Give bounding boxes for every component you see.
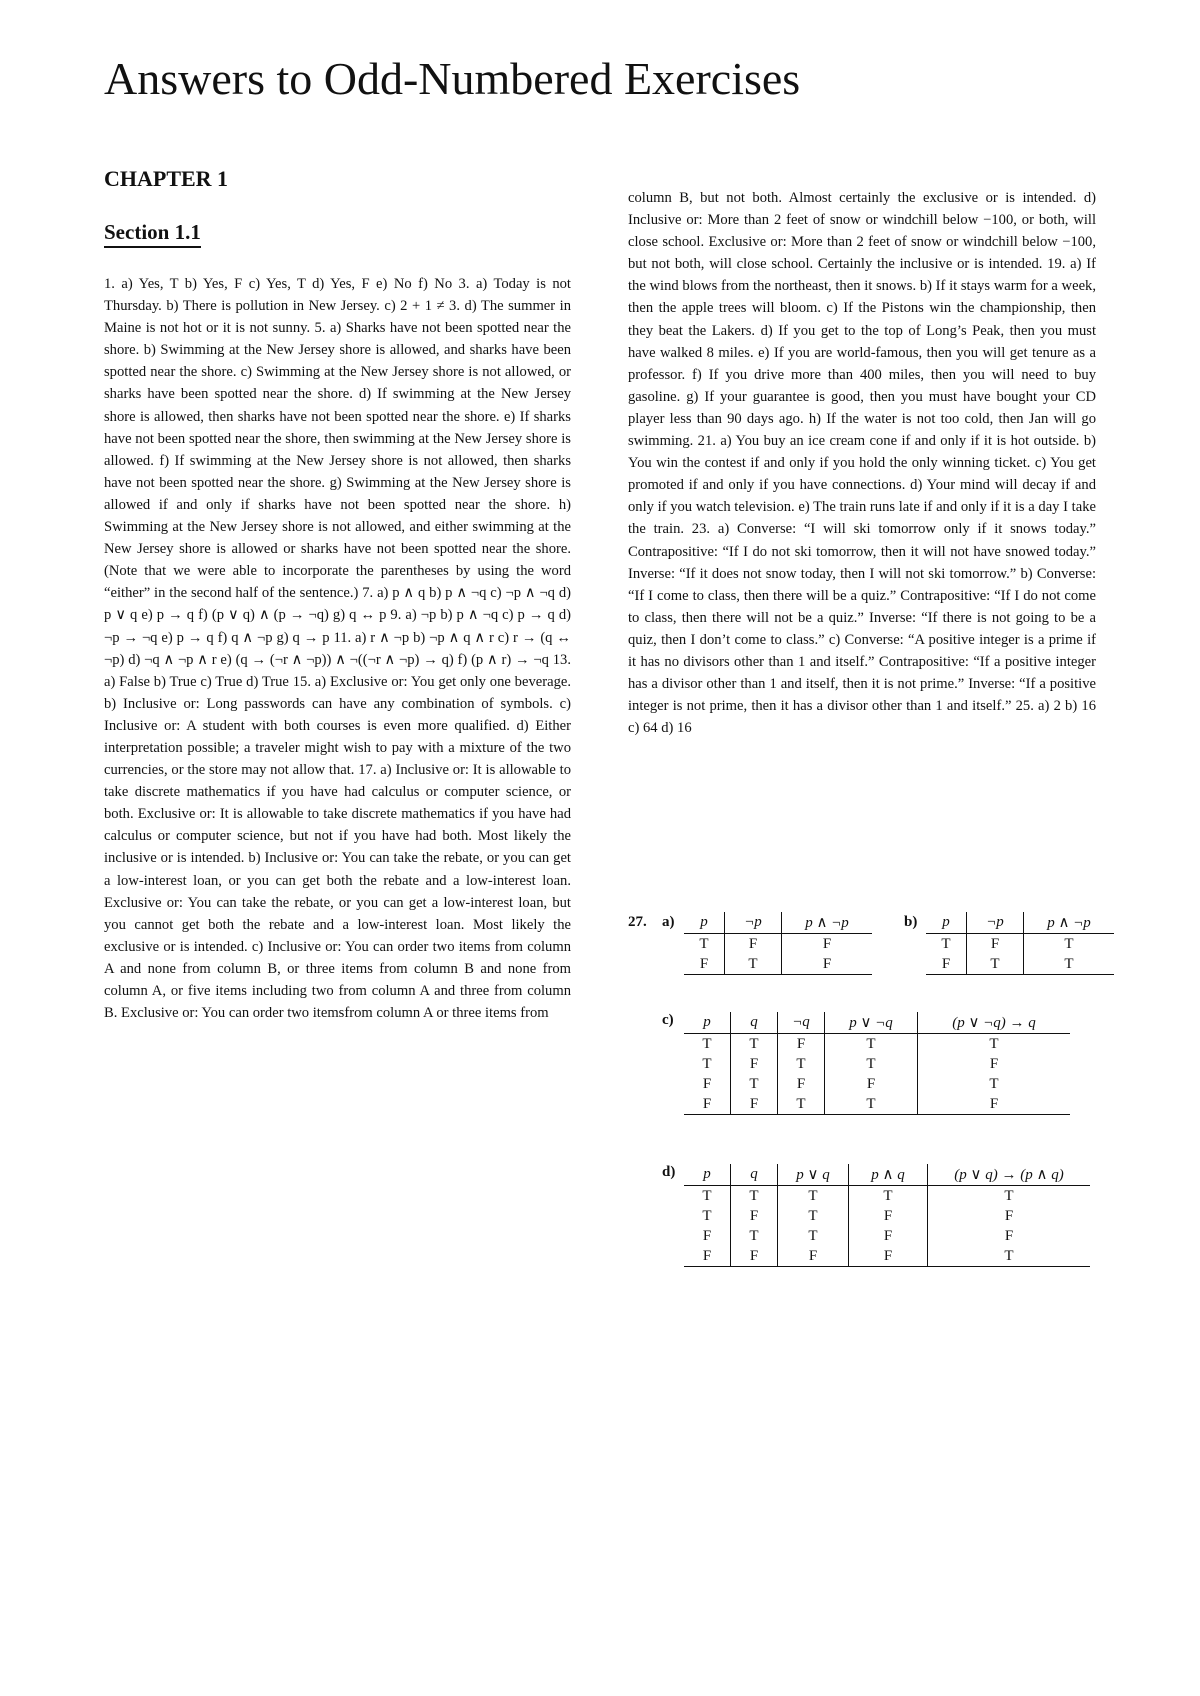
table-d-cell: T [731, 1226, 778, 1246]
table-d-cell: F [849, 1226, 928, 1246]
table-c-cell: T [778, 1094, 825, 1115]
table-d-cell: F [731, 1206, 778, 1226]
table-d-cell: F [849, 1246, 928, 1267]
table-d-cell: T [778, 1186, 849, 1207]
truth-table-c [684, 1012, 1070, 1115]
table-b-cell: T [967, 954, 1024, 975]
table-d-label: d) [662, 1164, 676, 1180]
table-d-row [684, 1186, 1090, 1207]
table-c-cell: F [731, 1094, 778, 1115]
table-a-cell: F [782, 934, 873, 955]
table-a-cell: F [684, 954, 725, 975]
table-d-cell: F [778, 1246, 849, 1267]
table-a-cell: T [725, 954, 782, 975]
table-d-row [684, 1206, 1090, 1226]
table-c-row [684, 1054, 1070, 1074]
table-a-header-cell: p ∧ ¬p [782, 912, 873, 934]
right-column-answers: column B, but not both. Almost certainly the exclusive or is intended. d) Inclusive or: More than 2 feet of snow or windchill below −100, or both, will close school. Exclusive or: More than 2 feet of snow or windchill below −100, but not both, will close school. Certainly the inclusive or is intended. 19. a) If the wind blows from the northeast, then it snows. b) If it stays warm for a week, then the apple trees will bloom. c) If the Pistons win the championship, then they beat the Lakers. d) If you get to the top of Long’s Peak, then you must have walked 8 miles. e) If you are world-famous, then you will get tenure as a professor. f) If you drive more than 400 miles, then you will need to buy gasoline. g) If your guarantee is good, then you must have bought your CD player less than 90 days ago. h) If the water is not too cold, then Jan will go swimming. 21. a) You buy an ice cream cone if and only if it is hot outside. b) You win the contest if and only if you hold the only winning ticket. c) You get promoted if and only if you have connections. d) Your mind will decay if and only if you watch television. e) The train runs late if and only if it is a day I take the train. 23. a) Converse: “I will ski tomorrow only if it snows today.” Contrapositive: “If I do not ski tomorrow, then it will not have snowed today.” Inverse: “If it does not snow today, then I will not ski tomorrow.” b) Converse: “If I come to class, then there will be a quiz.” Contrapositive: “If I do not come to class, then there will not be a quiz.” Inverse: “If there is not going to be a quiz, then I don’t come to class.” c) Converse: “A positive integer is a prime if it has no divisors other than 1 and itself.” Contrapositive: “If a positive integer has a divisor other than 1 and itself, then it is not prime.” Inverse: “If a positive integer is not prime, then it has a divisor other than 1 and itself.” 25. a) 2 b) 16 c) 64 d) 16 [628, 190, 1096, 737]
table-c-row [684, 1074, 1070, 1094]
table-b-header-cell: p ∧ ¬p [1024, 912, 1115, 934]
chapter-heading: CHAPTER 1 [104, 166, 229, 191]
truth-table-a [684, 912, 872, 975]
table-d-cell: F [928, 1226, 1091, 1246]
table-b-cell: T [1024, 934, 1115, 955]
section-heading: Section 1.1 [104, 220, 201, 248]
exercise-27-number: 27. [628, 914, 647, 930]
table-d-row [684, 1246, 1090, 1267]
truth-table-b [926, 912, 1114, 975]
truth-table-d [684, 1164, 1090, 1267]
table-a-header-cell: p [684, 912, 725, 934]
table-d-cell: F [928, 1206, 1091, 1226]
table-b-row [926, 934, 1114, 955]
table-c-cell: T [731, 1074, 778, 1094]
table-c-header-cell: p [684, 1012, 731, 1034]
table-d-cell: T [731, 1186, 778, 1207]
table-b-cell: F [926, 954, 967, 975]
table-c-cell: F [918, 1094, 1071, 1115]
table-d-cell: F [731, 1246, 778, 1267]
table-c-cell: T [702, 1056, 712, 1072]
table-d-header-cell: (p ∨ q) → (p ∧ q) [928, 1164, 1091, 1186]
table-d-cell: T [849, 1186, 928, 1207]
table-a-row [684, 934, 872, 955]
table-d-header-row [684, 1164, 1090, 1186]
table-a-cell: T [699, 936, 709, 952]
table-b-row [926, 954, 1114, 975]
table-c-cell: T [825, 1034, 918, 1055]
table-c-cell: T [825, 1094, 918, 1115]
table-c-cell: T [918, 1034, 1071, 1055]
table-a-label: a) [662, 914, 675, 930]
table-a-header-cell: ¬p [725, 912, 782, 934]
table-d-cell: F [702, 1228, 712, 1244]
table-d-cell: T [702, 1188, 712, 1204]
table-d-cell: F [849, 1206, 928, 1226]
table-c-cell: T [702, 1036, 712, 1052]
table-c-header-cell: q [731, 1012, 778, 1034]
table-c-cell: F [702, 1076, 712, 1092]
table-b-label: b) [904, 914, 918, 930]
table-c-cell: T [825, 1054, 918, 1074]
table-d-cell: T [778, 1206, 849, 1226]
table-c-cell: T [918, 1074, 1071, 1094]
table-a-row [684, 954, 872, 975]
table-b-cell: F [967, 934, 1024, 955]
table-d-header-cell: p ∧ q [849, 1164, 928, 1186]
table-b-header-row [926, 912, 1114, 934]
table-b-header-cell: ¬p [967, 912, 1024, 934]
table-d-cell: F [684, 1246, 731, 1267]
table-d-cell: T [928, 1186, 1091, 1207]
table-a-cell: F [782, 954, 873, 975]
table-c-header-cell: (p ∨ ¬q) → q [918, 1012, 1071, 1034]
table-b-cell: T [941, 936, 951, 952]
left-column-answers: 1. a) Yes, T b) Yes, F c) Yes, T d) Yes, F e) No f) No 3. a) Today is not Thursday. b) There is pollution in New Jersey. c) 2 + 1 ≠ 3. d) The summer in Maine is not hot or it is not sunny. 5. a) Sharks have not been spotted near the shore. b) Swimming at the New Jersey shore is allowed, and sharks have been spotted near the shore. c) Swimming at the New Jersey shore is not allowed, or sharks have been spotted near the shore. d) If swimming at the New Jersey shore is allowed, then sharks have not been spotted near the shore. e) If sharks have not been spotted near the shore, then swimming at the New Jersey shore is allowed. f) If swimming at the New Jersey shore is not allowed, then sharks have not been spotted near the shore. g) Swimming at the New Jersey shore is allowed if and only if sharks have not been spotted near the shore. h) Swimming at the New Jersey shore is not allowed, and either swimming at the New Jersey shore is allowed or sharks have not been spotted near the shore. (Note that we were able to incorporate the parentheses by using the word “either” in the second half of the sentence.) 7. a) p ∧ q b) p ∧ ¬q c) ¬p ∧ ¬q d) p ∨ q e) p → q f) (p ∨ q) ∧ (p → ¬q) g) q ↔ p 9. a) ¬p b) p ∧ ¬q c) p → q d) ¬p → ¬q e) p → q f) q ∧ ¬p g) q → p 11. a) r ∧ ¬p b) ¬p ∧ q ∧ r c) r → (q ↔ ¬p) d) ¬q ∧ ¬p ∧ r e) (q → (¬r ∧ ¬p)) ∧ ¬((¬r ∧ ¬p) → q) f) (p ∧ r) → ¬q 13. a) False b) True c) True d) True 15. a) Exclusive or: You get only one beverage. b) Inclusive or: Long passwords can have any combination of symbols. c) Inclusive or: A student with both courses is even more qualified. d) Either interpretation possible; a traveler might wish to pay with a mixture of the two currencies, or the store may not allow that. 17. a) Inclusive or: It is allowable to take discrete mathematics if you have had calculus or computer science, or both. Exclusive or: It is allowable to take discrete mathematics if you have had calculus or computer science, but not if you have had both. Most likely the inclusive or is intended. b) Inclusive or: You can take the rebate, or you can get a low-interest loan, or you can get both the rebate and a low-interest loan. Exclusive or: You can take the rebate, or you can get a low-interest loan, but you cannot get both the rebate and a low-interest loan. Most likely the exclusive or is intended. c) Inclusive or: You can order two items from column A and none from column B, or three items from column B and none from column A, or five items including two from column A and three from column B. Exclusive or: You can order two itemsfrom column A or three items from [104, 276, 571, 1022]
table-c-header-cell: ¬q [778, 1012, 825, 1034]
table-c-header-cell: p ∨ ¬q [825, 1012, 918, 1034]
table-d-row [684, 1226, 1090, 1246]
table-c-cell: F [778, 1074, 825, 1094]
table-c-header-row [684, 1012, 1070, 1034]
page-title: Answers to Odd-Numbered Exercises [104, 53, 801, 104]
table-d-header-cell: q [731, 1164, 778, 1186]
table-c-cell: F [778, 1034, 825, 1055]
table-b-header-cell: p [926, 912, 967, 934]
table-d-cell: T [928, 1246, 1091, 1267]
table-c-cell: T [778, 1054, 825, 1074]
table-a-header-row [684, 912, 872, 934]
table-c-cell: F [918, 1054, 1071, 1074]
table-d-cell: T [778, 1226, 849, 1246]
table-b-cell: T [1024, 954, 1115, 975]
table-d-header-cell: p [684, 1164, 731, 1186]
table-c-row [684, 1094, 1070, 1115]
table-c-row [684, 1034, 1070, 1055]
table-c-cell: F [825, 1074, 918, 1094]
table-a-cell: F [725, 934, 782, 955]
table-d-header-cell: p ∨ q [778, 1164, 849, 1186]
table-c-label: c) [662, 1012, 674, 1028]
table-d-cell: T [702, 1208, 712, 1224]
table-c-cell: T [731, 1034, 778, 1055]
table-c-cell: F [731, 1054, 778, 1074]
table-c-cell: F [684, 1094, 731, 1115]
